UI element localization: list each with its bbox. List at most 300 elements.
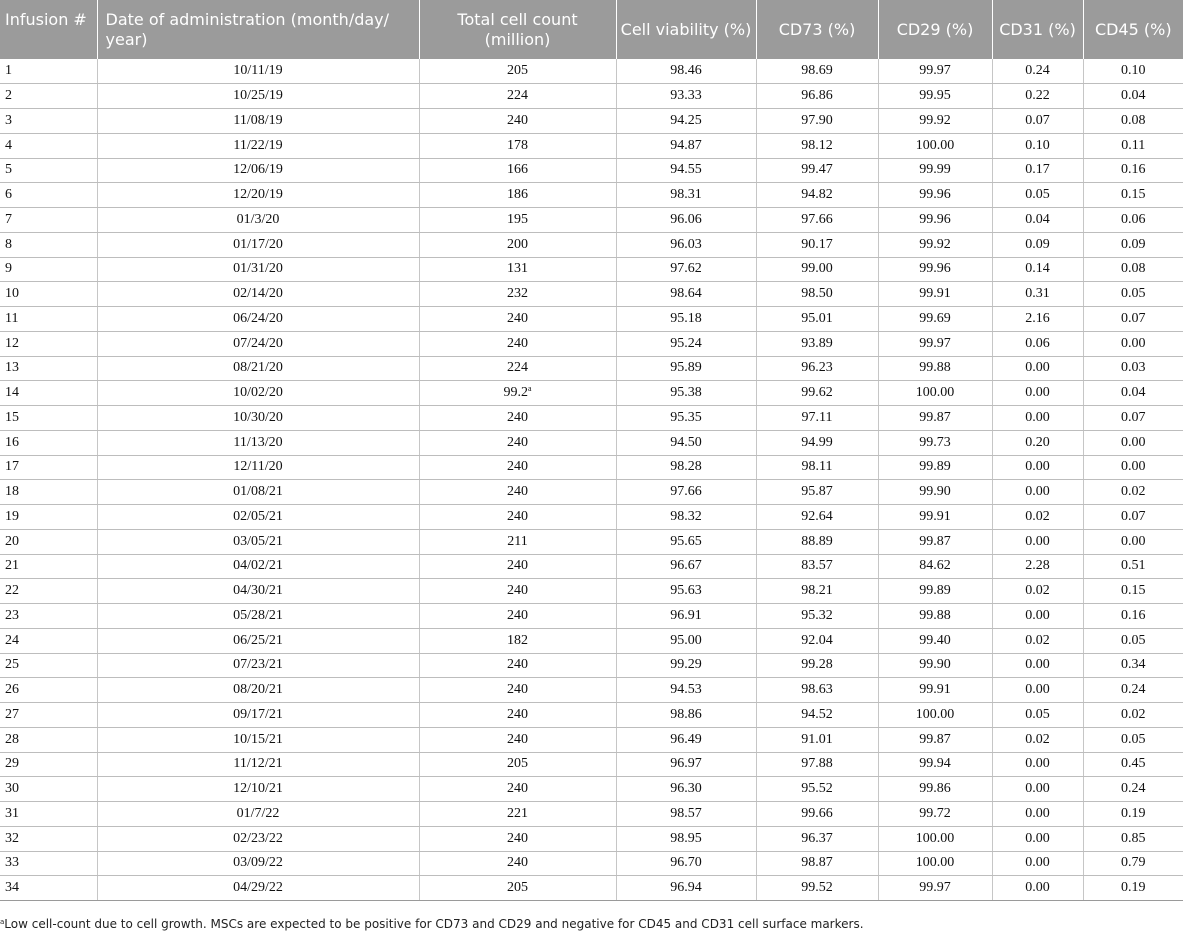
- cell-infusion: [0, 727, 97, 752]
- cell-viability: [616, 876, 756, 901]
- cell-infusion: [0, 381, 97, 406]
- cell-date-value: 01/3/20: [236, 211, 280, 227]
- cell-date-value: 03/09/22: [233, 855, 283, 871]
- cell-cd73: [756, 579, 878, 604]
- cell-cd73: [756, 232, 878, 257]
- cell-cd29-value: 99.40: [919, 632, 951, 648]
- cell-viability: [616, 505, 756, 530]
- cell-cd45: [1083, 678, 1183, 703]
- cell-date-value: 10/02/20: [233, 385, 283, 401]
- cell-cd31-value: 0.00: [1025, 385, 1050, 401]
- cell-total-count: [419, 133, 616, 158]
- footnote-ref-marker: a: [527, 384, 532, 394]
- cell-infusion-value: 13: [5, 360, 19, 376]
- cell-viability: [616, 678, 756, 703]
- cell-date-value: 01/17/20: [233, 236, 283, 252]
- cell-cd45-value: 0.00: [1121, 533, 1146, 549]
- cell-cd31: [992, 826, 1083, 851]
- cell-total-count-value: 240: [507, 409, 528, 425]
- cell-cd31: [992, 604, 1083, 629]
- cell-total-count-value: 240: [507, 508, 528, 524]
- cell-infusion-value: 2: [5, 88, 12, 104]
- cell-infusion-value: 14: [5, 385, 19, 401]
- cell-total-count: [419, 727, 616, 752]
- header-row: [0, 0, 1183, 59]
- cell-total-count-value: 99.2: [503, 385, 528, 401]
- cell-infusion-value: 24: [5, 632, 19, 648]
- table-row: [0, 678, 1183, 703]
- cell-cd73-value: 96.37: [801, 830, 833, 846]
- cell-date: [97, 579, 419, 604]
- cell-infusion: [0, 777, 97, 802]
- cell-cd45-value: 0.07: [1121, 409, 1146, 425]
- cell-total-count-value: 205: [507, 756, 528, 772]
- cell-cd45: [1083, 208, 1183, 233]
- cell-infusion: [0, 183, 97, 208]
- cell-cd73: [756, 59, 878, 84]
- table-header: [0, 0, 1183, 59]
- cell-total-count: [419, 777, 616, 802]
- cell-cd73: [756, 257, 878, 282]
- cell-total-count-value: 195: [507, 211, 528, 227]
- cell-viability-value: 96.03: [670, 236, 702, 252]
- cell-total-count: [419, 529, 616, 554]
- cell-cd45-value: 0.04: [1121, 385, 1146, 401]
- cell-viability-value: 95.18: [670, 310, 702, 326]
- cell-date: [97, 430, 419, 455]
- table-row: [0, 356, 1183, 381]
- cell-cd31-value: 0.00: [1025, 409, 1050, 425]
- cell-viability: [616, 257, 756, 282]
- cell-cd45: [1083, 84, 1183, 109]
- cell-cd31: [992, 257, 1083, 282]
- cell-cd73-value: 99.00: [801, 261, 833, 277]
- table-row: [0, 727, 1183, 752]
- cell-infusion-value: 6: [5, 187, 12, 203]
- cell-total-count: [419, 851, 616, 876]
- cell-date: [97, 653, 419, 678]
- cell-cd31-value: 0.05: [1025, 187, 1050, 203]
- cell-viability: [616, 529, 756, 554]
- cell-viability: [616, 579, 756, 604]
- cell-cd29: [878, 208, 992, 233]
- cell-viability-value: 96.06: [670, 211, 702, 227]
- cell-cd31: [992, 183, 1083, 208]
- cell-date: [97, 232, 419, 257]
- cell-cd29: [878, 851, 992, 876]
- cell-viability-value: 95.65: [670, 533, 702, 549]
- cell-infusion: [0, 802, 97, 827]
- cell-total-count: [419, 406, 616, 431]
- cell-cd45: [1083, 826, 1183, 851]
- table-row: [0, 282, 1183, 307]
- cell-total-count: [419, 282, 616, 307]
- cell-cd73-value: 94.82: [801, 187, 833, 203]
- cell-cd29-value: 99.91: [919, 508, 951, 524]
- cell-total-count: [419, 109, 616, 134]
- cell-cd45-value: 0.08: [1121, 261, 1146, 277]
- cell-cd45-value: 0.15: [1121, 583, 1146, 599]
- cell-cd73-value: 95.32: [801, 607, 833, 623]
- table-row: [0, 777, 1183, 802]
- cell-viability: [616, 406, 756, 431]
- cell-total-count-value: 240: [507, 855, 528, 871]
- cell-total-count: [419, 183, 616, 208]
- cell-total-count-value: 205: [507, 63, 528, 79]
- cell-cd31-value: 0.02: [1025, 632, 1050, 648]
- cell-total-count: [419, 505, 616, 530]
- table-row: [0, 59, 1183, 84]
- cell-date-value: 01/08/21: [233, 484, 283, 500]
- footnote-marker: a: [0, 918, 5, 926]
- cell-viability: [616, 232, 756, 257]
- cell-cd29: [878, 752, 992, 777]
- cell-cd31-value: 0.00: [1025, 360, 1050, 376]
- cell-cd31: [992, 628, 1083, 653]
- cell-date: [97, 876, 419, 901]
- cell-viability-value: 96.97: [670, 756, 702, 772]
- cell-cd45: [1083, 703, 1183, 728]
- cell-date: [97, 802, 419, 827]
- cell-total-count: [419, 331, 616, 356]
- cell-infusion-value: 3: [5, 112, 12, 128]
- cell-date-value: 11/12/21: [233, 756, 283, 772]
- cell-cd31-value: 0.02: [1025, 508, 1050, 524]
- cell-date-value: 12/11/20: [233, 459, 283, 475]
- cell-cd29: [878, 876, 992, 901]
- cell-date-value: 08/21/20: [233, 360, 283, 376]
- cell-cd29-value: 99.86: [919, 781, 951, 797]
- cell-cd45: [1083, 232, 1183, 257]
- cell-total-count: [419, 59, 616, 84]
- cell-cd31-value: 0.22: [1025, 88, 1050, 104]
- cell-cd73: [756, 876, 878, 901]
- cell-infusion-value: 8: [5, 236, 12, 252]
- cell-cd31: [992, 430, 1083, 455]
- cell-viability-value: 95.24: [670, 335, 702, 351]
- cell-cd31: [992, 480, 1083, 505]
- cell-cd29-value: 84.62: [919, 558, 951, 574]
- table-row: [0, 455, 1183, 480]
- cell-cd45-value: 0.08: [1121, 112, 1146, 128]
- cell-cd45: [1083, 604, 1183, 629]
- cell-viability-value: 94.87: [670, 137, 702, 153]
- cell-infusion-value: 33: [5, 855, 19, 871]
- cell-infusion-value: 20: [5, 533, 19, 549]
- cell-date-value: 04/29/22: [233, 880, 283, 896]
- col-header-cd45: CD45 (%): [1083, 0, 1183, 59]
- cell-infusion-value: 29: [5, 756, 19, 772]
- cell-infusion-value: 18: [5, 484, 19, 500]
- cell-cd45: [1083, 579, 1183, 604]
- cell-viability-value: 97.66: [670, 484, 702, 500]
- cell-cd31: [992, 851, 1083, 876]
- cell-cd73: [756, 109, 878, 134]
- cell-viability: [616, 480, 756, 505]
- cell-cd31-value: 0.00: [1025, 533, 1050, 549]
- cell-cd45: [1083, 59, 1183, 84]
- cell-date: [97, 604, 419, 629]
- cell-cd45-value: 0.19: [1121, 805, 1146, 821]
- cell-cd45-value: 0.02: [1121, 706, 1146, 722]
- cell-total-count-value: 178: [507, 137, 528, 153]
- cell-cd31: [992, 703, 1083, 728]
- cell-cd31-value: 0.00: [1025, 880, 1050, 896]
- cell-cd31-value: 0.00: [1025, 607, 1050, 623]
- cell-cd29: [878, 356, 992, 381]
- footnote-text: Low cell-count due to cell growth. MSCs are expected to be positive for CD73 and CD29 and negative for CD45 and CD31 cell surface markers.: [4, 917, 864, 931]
- cell-cd29: [878, 727, 992, 752]
- cell-cd45: [1083, 183, 1183, 208]
- cell-cd31-value: 0.00: [1025, 484, 1050, 500]
- col-header-cd31: CD31 (%): [992, 0, 1083, 59]
- cell-cd31: [992, 406, 1083, 431]
- cell-cd29: [878, 133, 992, 158]
- cell-cd73: [756, 703, 878, 728]
- cell-date: [97, 84, 419, 109]
- cell-infusion-value: 15: [5, 409, 19, 425]
- cell-cd73-value: 98.11: [801, 459, 833, 475]
- cell-viability: [616, 158, 756, 183]
- cell-total-count-value: 240: [507, 607, 528, 623]
- cell-cd45: [1083, 430, 1183, 455]
- cell-cd73: [756, 84, 878, 109]
- cell-cd73-value: 99.66: [801, 805, 833, 821]
- table-row: [0, 208, 1183, 233]
- cell-cd31-value: 0.02: [1025, 731, 1050, 747]
- cell-cd31-value: 0.02: [1025, 583, 1050, 599]
- cell-viability-value: 95.89: [670, 360, 702, 376]
- cell-cd29-value: 99.91: [919, 682, 951, 698]
- cell-viability: [616, 455, 756, 480]
- table-row: [0, 430, 1183, 455]
- table-row: [0, 133, 1183, 158]
- cell-cd31-value: 0.20: [1025, 434, 1050, 450]
- cell-infusion: [0, 876, 97, 901]
- cell-viability: [616, 331, 756, 356]
- table-row: [0, 752, 1183, 777]
- cell-total-count: [419, 430, 616, 455]
- cell-cd73-value: 91.01: [801, 731, 833, 747]
- cell-viability: [616, 109, 756, 134]
- table-row: [0, 802, 1183, 827]
- cell-cd29: [878, 505, 992, 530]
- cell-date-value: 01/7/22: [236, 805, 280, 821]
- cell-infusion-value: 21: [5, 558, 19, 574]
- cell-viability-value: 98.28: [670, 459, 702, 475]
- cell-cd31: [992, 727, 1083, 752]
- cell-cd29-value: 99.91: [919, 286, 951, 302]
- cell-cd29: [878, 307, 992, 332]
- cell-date: [97, 703, 419, 728]
- cell-cd29-value: 99.90: [919, 657, 951, 673]
- cell-date: [97, 628, 419, 653]
- cell-viability-value: 95.63: [670, 583, 702, 599]
- cell-cd73-value: 98.87: [801, 855, 833, 871]
- table-row: [0, 653, 1183, 678]
- cell-total-count: [419, 554, 616, 579]
- cell-cd29: [878, 579, 992, 604]
- cell-cd45: [1083, 876, 1183, 901]
- cell-cd45-value: 0.16: [1121, 162, 1146, 178]
- cell-date-value: 02/23/22: [233, 830, 283, 846]
- cell-cd31: [992, 232, 1083, 257]
- cell-total-count: [419, 628, 616, 653]
- cell-total-count: [419, 653, 616, 678]
- cell-date: [97, 307, 419, 332]
- cell-total-count-value: 240: [507, 484, 528, 500]
- cell-infusion: [0, 505, 97, 530]
- cell-cd29-value: 99.72: [919, 805, 951, 821]
- table-row: [0, 257, 1183, 282]
- cell-cd31-value: 0.00: [1025, 657, 1050, 673]
- cell-cd31-value: 0.00: [1025, 781, 1050, 797]
- cell-cd29: [878, 529, 992, 554]
- cell-cd45: [1083, 356, 1183, 381]
- cell-viability: [616, 84, 756, 109]
- cell-viability-value: 98.86: [670, 706, 702, 722]
- cell-cd73-value: 97.11: [801, 409, 833, 425]
- cell-infusion: [0, 579, 97, 604]
- cell-viability-value: 95.35: [670, 409, 702, 425]
- cell-cd29-value: 99.90: [919, 484, 951, 500]
- cell-cd45-value: 0.45: [1121, 756, 1146, 772]
- cell-infusion-value: 25: [5, 657, 19, 673]
- cell-cd45-value: 0.16: [1121, 607, 1146, 623]
- cell-cd31-value: 0.00: [1025, 805, 1050, 821]
- table-row: [0, 183, 1183, 208]
- cell-infusion: [0, 826, 97, 851]
- cell-date-value: 10/25/19: [233, 88, 283, 104]
- cell-cd29-value: 99.92: [919, 236, 951, 252]
- cell-viability-value: 97.62: [670, 261, 702, 277]
- cell-viability-value: 93.33: [670, 88, 702, 104]
- cell-cd45-value: 0.10: [1121, 63, 1146, 79]
- cell-viability: [616, 133, 756, 158]
- cell-date: [97, 678, 419, 703]
- cell-total-count-value: 240: [507, 310, 528, 326]
- cell-cd73-value: 96.23: [801, 360, 833, 376]
- cell-total-count: [419, 257, 616, 282]
- cell-cd29-value: 100.00: [915, 830, 955, 846]
- cell-infusion-value: 11: [5, 310, 19, 326]
- cell-date: [97, 282, 419, 307]
- cell-cd73-value: 99.28: [801, 657, 833, 673]
- cell-infusion-value: 10: [5, 286, 19, 302]
- cell-infusion: [0, 257, 97, 282]
- cell-cd31-value: 2.28: [1025, 558, 1050, 574]
- cell-cd31: [992, 505, 1083, 530]
- cell-cd29-value: 99.92: [919, 112, 951, 128]
- cell-cd73: [756, 430, 878, 455]
- cell-cd45-value: 0.24: [1121, 781, 1146, 797]
- cell-cd31: [992, 356, 1083, 381]
- cell-viability-value: 95.38: [670, 385, 702, 401]
- cell-date: [97, 356, 419, 381]
- cell-cd29: [878, 455, 992, 480]
- cell-cd73-value: 99.47: [801, 162, 833, 178]
- cell-cd45: [1083, 628, 1183, 653]
- cell-date: [97, 455, 419, 480]
- cell-cd29: [878, 406, 992, 431]
- cell-cd29: [878, 653, 992, 678]
- cell-date: [97, 505, 419, 530]
- cell-viability: [616, 851, 756, 876]
- cell-cd73: [756, 727, 878, 752]
- cell-total-count-value: 240: [507, 731, 528, 747]
- cell-cd31-value: 0.14: [1025, 261, 1050, 277]
- cell-viability: [616, 307, 756, 332]
- cell-cd73: [756, 529, 878, 554]
- cell-cd29-value: 99.96: [919, 187, 951, 203]
- cell-date-value: 11/22/19: [233, 137, 283, 153]
- cell-cd31: [992, 84, 1083, 109]
- cell-total-count-value: 221: [507, 805, 528, 821]
- cell-infusion: [0, 208, 97, 233]
- cell-cd73: [756, 133, 878, 158]
- cell-cd31-value: 0.00: [1025, 756, 1050, 772]
- cell-cd73-value: 94.99: [801, 434, 833, 450]
- cell-viability-value: 96.94: [670, 880, 702, 896]
- cell-infusion: [0, 282, 97, 307]
- cell-cd29: [878, 381, 992, 406]
- cell-cd73: [756, 851, 878, 876]
- cell-cd73-value: 99.62: [801, 385, 833, 401]
- table-row: [0, 480, 1183, 505]
- cell-cd45: [1083, 307, 1183, 332]
- cell-total-count: [419, 307, 616, 332]
- cell-viability-value: 96.67: [670, 558, 702, 574]
- cell-date: [97, 529, 419, 554]
- cell-cd45-value: 0.05: [1121, 286, 1146, 302]
- cell-cd29: [878, 604, 992, 629]
- cell-cd73: [756, 826, 878, 851]
- cell-cd29: [878, 109, 992, 134]
- cell-cd29: [878, 282, 992, 307]
- cell-viability-value: 98.64: [670, 286, 702, 302]
- table-row: [0, 628, 1183, 653]
- cell-cd73: [756, 604, 878, 629]
- cell-total-count: [419, 84, 616, 109]
- cell-cd45-value: 0.85: [1121, 830, 1146, 846]
- cell-cd73: [756, 505, 878, 530]
- table-row: [0, 851, 1183, 876]
- cell-cd73-value: 98.21: [801, 583, 833, 599]
- cell-cd73-value: 96.86: [801, 88, 833, 104]
- cell-cd31-value: 0.17: [1025, 162, 1050, 178]
- cell-cd73-value: 98.69: [801, 63, 833, 79]
- cell-cd73: [756, 158, 878, 183]
- cell-infusion: [0, 356, 97, 381]
- cell-date-value: 01/31/20: [233, 261, 283, 277]
- cell-cd45: [1083, 777, 1183, 802]
- cell-cd45: [1083, 480, 1183, 505]
- cell-cd29: [878, 777, 992, 802]
- cell-cd73: [756, 678, 878, 703]
- cell-cd31: [992, 381, 1083, 406]
- cell-total-count: [419, 604, 616, 629]
- cell-date: [97, 727, 419, 752]
- cell-cd29-value: 99.97: [919, 335, 951, 351]
- cell-cd45-value: 0.24: [1121, 682, 1146, 698]
- cell-infusion: [0, 307, 97, 332]
- cell-cd45: [1083, 257, 1183, 282]
- col-header-total-count: Total cell count (million): [419, 0, 616, 59]
- cell-date-value: 10/15/21: [233, 731, 283, 747]
- cell-cd73: [756, 307, 878, 332]
- table-row: [0, 381, 1183, 406]
- cell-cd31-value: 0.31: [1025, 286, 1050, 302]
